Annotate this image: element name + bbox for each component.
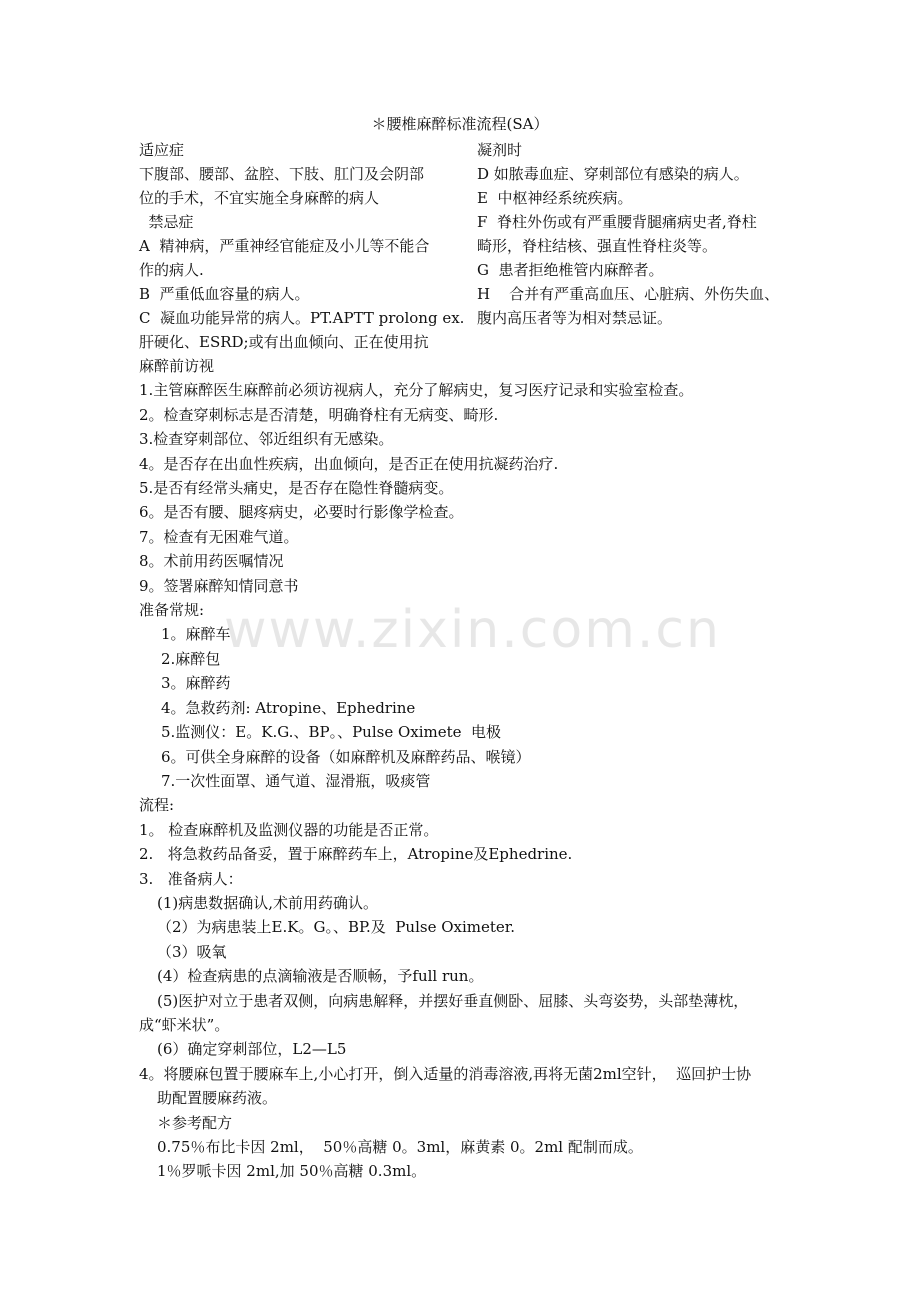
- sub-item: （2）为病患装上E.K。G。、BP.及 Pulse Oximeter.: [157, 918, 516, 937]
- section-heading-flow: 流程:: [139, 796, 175, 815]
- list-item: 5.是否有经常头痛史，是否存在隐性脊髓病变。: [139, 479, 454, 498]
- formula-item: 0.75％布比卡因 2ml， 50％高糖 0。3ml，麻黄素 0。2ml 配制而成。: [157, 1138, 643, 1156]
- text-line: 下腹部、腰部、盆腔、下肢、肛门及会阴部: [139, 165, 425, 183]
- sub-item-continued: 成“虾米状”。: [139, 1015, 230, 1034]
- formula-item: 1％罗哌卡因 2ml,加 50％高糖 0.3ml。: [157, 1162, 427, 1181]
- text-line: D 如脓毒血症、穿刺部位有感染的病人。: [477, 165, 749, 183]
- right-column: [477, 138, 797, 330]
- list-item: 4。急救药剂: Atropine、Ephedrine: [161, 698, 416, 717]
- page-title: ＊腰椎麻醉标准流程(SA）: [371, 115, 549, 133]
- text-line: 适应症: [139, 141, 185, 159]
- text-line: F 脊柱外伤或有严重腰背腿痛病史者,脊柱: [477, 213, 757, 231]
- text-line: 凝剂时: [477, 141, 523, 159]
- sub-item: （3）吸氧: [157, 942, 227, 961]
- text-line: 位的手术，不宜实施全身麻醉的病人: [139, 189, 380, 207]
- list-item: 4。将腰麻包置于腰麻车上,小心打开，倒入适量的消毒溶液,再将无菌2ml空针， 巡回护士协: [139, 1064, 752, 1083]
- list-item: 8。术前用药医嘱情况: [139, 552, 284, 571]
- text-line: 畸形，脊柱结核、强直性脊柱炎等。: [477, 237, 718, 255]
- list-item: 3. 准备病人：: [139, 869, 243, 888]
- main-body: [139, 354, 799, 1184]
- list-item: 2。检查穿刺标志是否清楚，明确脊柱有无病变、畸形.: [139, 405, 499, 424]
- text-line: A 精神病，严重神经官能症及小儿等不能合: [139, 237, 430, 255]
- list-item: 6。可供全身麻醉的设备（如麻醉机及麻醉药品、喉镜）: [161, 747, 531, 766]
- list-item: 6。是否有腰、腿疼病史，必要时行影像学检查。: [139, 503, 464, 522]
- text-line: 腹内高压者等为相对禁忌证。: [477, 309, 673, 327]
- list-item: 3。麻醉药: [161, 674, 231, 693]
- section-heading-preop: 麻醉前访视: [139, 357, 215, 375]
- list-item: 1。 检查麻醉机及监测仪器的功能是否正常。: [139, 820, 439, 839]
- text-line: E 中枢神经系统疾病。: [477, 189, 633, 207]
- list-item: 7。检查有无困难气道。: [139, 527, 299, 546]
- sub-item: (4）检查病患的点滴输液是否顺畅，予full run。: [157, 967, 484, 986]
- list-item: 9。签署麻醉知情同意书: [139, 576, 299, 595]
- list-item: 2. 将急救药品备妥，置于麻醉药车上，Atropine及Ephedrine.: [139, 845, 573, 864]
- section-heading-prep: 准备常规:: [139, 601, 205, 620]
- list-item: 4。是否存在出血性疾病，出血倾向，是否正在使用抗凝药治疗.: [139, 454, 559, 473]
- list-item: 2.麻醉包: [161, 649, 221, 668]
- text-line: C 凝血功能异常的病人。PT.APTT prolong ex.: [139, 309, 465, 327]
- text-line: G 患者拒绝椎管内麻醉者。: [477, 261, 664, 279]
- left-column: [139, 138, 465, 354]
- text-line: B 严重低血容量的病人。: [139, 285, 310, 303]
- list-item: 5.监测仪：E。K.G.、BP。、Pulse Oximete 电极: [161, 723, 502, 742]
- sub-item: (5)医护对立于患者双侧，向病患解释，并摆好垂直侧卧、屈膝、头弯姿势，头部垫薄枕，: [157, 991, 749, 1010]
- list-item: 7.一次性面罩、通气道、湿滑瓶，吸痰管: [161, 771, 431, 790]
- section-heading-ref: ＊参考配方: [157, 1113, 233, 1132]
- list-item: 3.检查穿刺部位、邻近组织有无感染。: [139, 430, 394, 449]
- text-line: 禁忌症: [139, 213, 194, 231]
- list-item-continued: 助配置腰麻药液。: [157, 1089, 278, 1108]
- text-line: 作的病人.: [139, 261, 204, 279]
- list-item: 1。麻醉车: [161, 625, 231, 644]
- watermark: www.zixin.com.cn: [224, 600, 721, 660]
- text-line: 肝硬化、ESRD;或有出血倾向、正在使用抗: [139, 333, 429, 351]
- sub-item: (6）确定穿刺部位，L2—L5: [157, 1040, 347, 1059]
- list-item: 1.主管麻醉医生麻醉前必须访视病人，充分了解病史，复习医疗记录和实验室检查。: [139, 381, 694, 400]
- text-line: H 合并有严重高血压、心脏病、外伤失血、: [477, 285, 780, 303]
- sub-item: (1)病患数据确认,术前用药确认。: [157, 893, 379, 912]
